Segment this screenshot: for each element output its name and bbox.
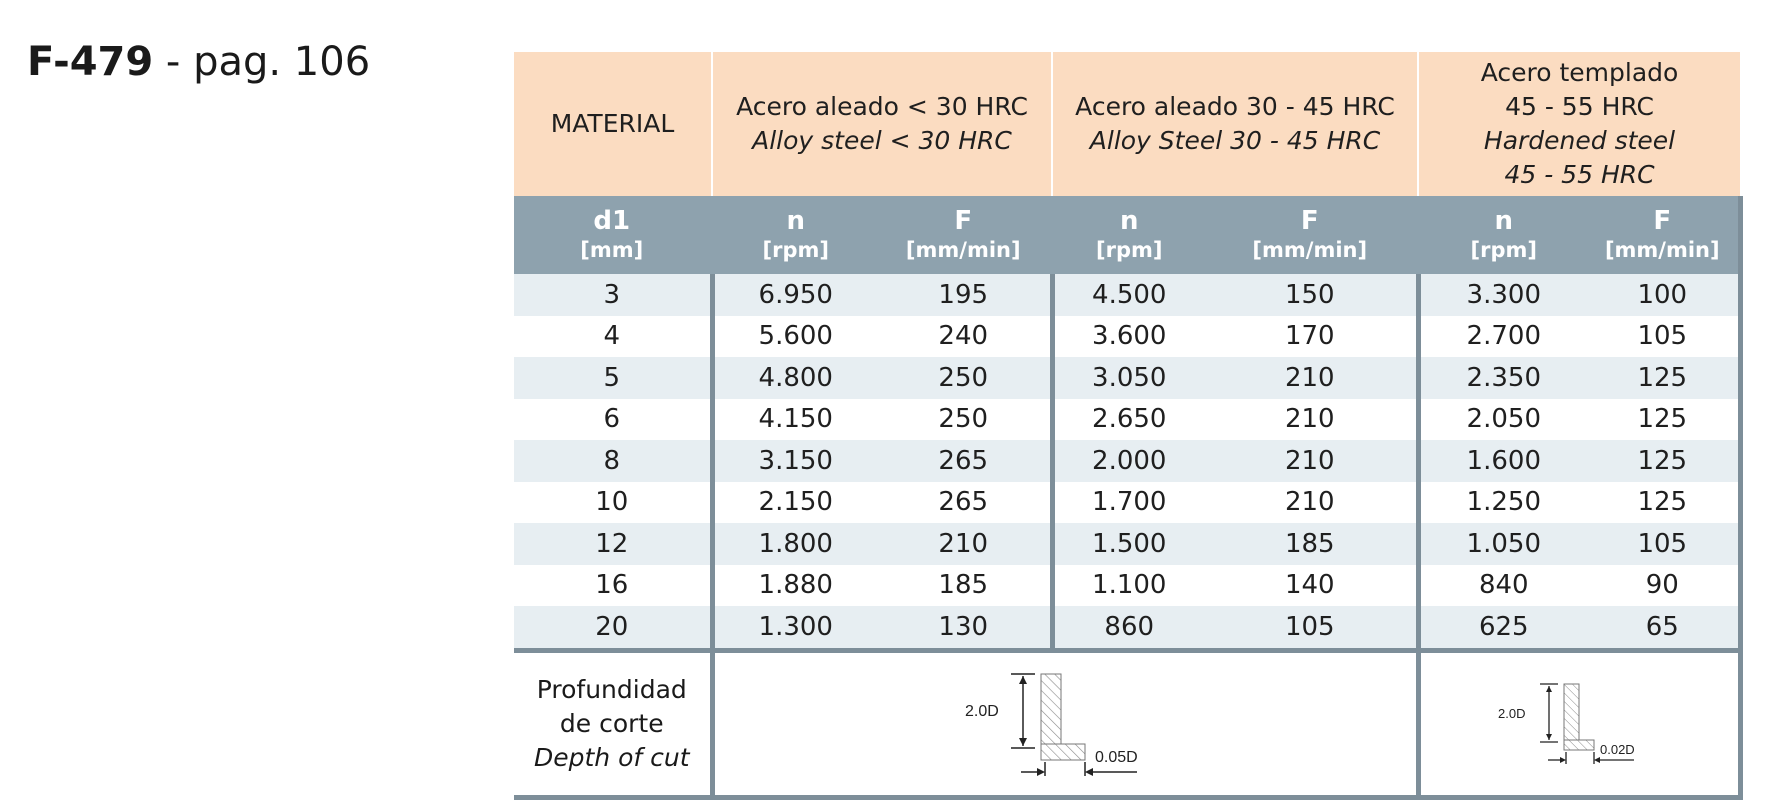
table-cell: 1.700	[1052, 482, 1204, 524]
table-cell: 170	[1204, 316, 1418, 358]
units-header-row	[514, 196, 1740, 274]
table-cell: 140	[1204, 565, 1418, 607]
depth-of-cut-label	[514, 650, 712, 797]
f-header-3-unit: [mm/min]	[1604, 238, 1720, 262]
material-group-3-es-1: Acero templado	[1480, 58, 1679, 87]
material-header-row	[514, 52, 1740, 196]
table-cell: 4.500	[1052, 274, 1204, 316]
n-header-1-unit: [rpm]	[762, 238, 829, 262]
table-cell: 12	[514, 523, 712, 565]
material-group-1-es: Acero aleado < 30 HRC	[736, 92, 1028, 121]
n-header-3-unit: [rpm]	[1470, 238, 1537, 262]
table-cell: 1.880	[712, 565, 877, 607]
product-code: F-479	[27, 39, 154, 85]
table-cell: 65	[1587, 606, 1740, 650]
table-cell: 3	[514, 274, 712, 316]
table-cell: 6.950	[712, 274, 877, 316]
table-cell: 8	[514, 440, 712, 482]
table-cell: 125	[1587, 440, 1740, 482]
table-cell: 1.800	[712, 523, 877, 565]
f-header-1-unit: [mm/min]	[905, 238, 1021, 262]
material-group-1	[712, 52, 1052, 196]
table-cell: 10	[514, 482, 712, 524]
material-group-3	[1418, 52, 1740, 196]
table-cell: 1.600	[1418, 440, 1587, 482]
table-cell: 4	[514, 316, 712, 358]
f-header-3	[1587, 196, 1740, 274]
table-cell: 1.250	[1418, 482, 1587, 524]
table-cell: 105	[1587, 316, 1740, 358]
table-cell: 2.700	[1418, 316, 1587, 358]
table-cell: 1.300	[712, 606, 877, 650]
table-cell: 185	[1204, 523, 1418, 565]
d1-header-unit: [mm]	[580, 238, 644, 262]
depth-diagram-cell-2	[1418, 650, 1740, 797]
table-cell: 3.050	[1052, 357, 1204, 399]
material-group-2-es: Acero aleado 30 - 45 HRC	[1075, 92, 1395, 121]
d1-header-label: d1	[593, 206, 631, 236]
table-row	[514, 482, 1740, 524]
material-group-2-en: Alloy Steel 30 - 45 HRC	[1089, 126, 1381, 155]
table-cell: 16	[514, 565, 712, 607]
n-header-3-label: n	[1494, 206, 1514, 236]
n-header-3	[1418, 196, 1587, 274]
table-cell: 125	[1587, 482, 1740, 524]
table-cell: 250	[877, 357, 1052, 399]
depth-of-cut-row	[514, 650, 1740, 797]
material-group-3-es-2: 45 - 55 HRC	[1505, 92, 1654, 121]
table-row	[514, 274, 1740, 316]
f-header-2-label: F	[1300, 206, 1319, 236]
table-cell: 240	[877, 316, 1052, 358]
table-cell: 105	[1204, 606, 1418, 650]
table-cell: 250	[877, 399, 1052, 441]
page-heading	[27, 39, 371, 85]
f-header-1	[877, 196, 1052, 274]
d1-header	[514, 196, 712, 274]
f-header-2	[1204, 196, 1418, 274]
n-header-1	[712, 196, 877, 274]
depth-label-es-2: de corte	[559, 708, 664, 738]
table-cell: 5.600	[712, 316, 877, 358]
table-row	[514, 316, 1740, 358]
table-cell: 125	[1587, 399, 1740, 441]
table-row	[514, 440, 1740, 482]
n-header-2-label: n	[1119, 206, 1139, 236]
table-cell: 4.800	[712, 357, 877, 399]
table-cell: 3.600	[1052, 316, 1204, 358]
f-header-1-label: F	[954, 206, 973, 236]
table-cell: 2.650	[1052, 399, 1204, 441]
table-cell: 4.150	[712, 399, 877, 441]
table-cell: 130	[877, 606, 1052, 650]
page-reference: - pag. 106	[153, 39, 371, 85]
table-cell: 1.100	[1052, 565, 1204, 607]
depth-diagram-cell-1	[712, 650, 1418, 797]
material-label: MATERIAL	[514, 52, 712, 196]
table-cell: 185	[877, 565, 1052, 607]
f-header-2-unit: [mm/min]	[1252, 238, 1368, 262]
material-group-3-en-2: 45 - 55 HRC	[1504, 160, 1655, 189]
table-cell: 210	[1204, 482, 1418, 524]
table-cell: 150	[1204, 274, 1418, 316]
material-group-2	[1052, 52, 1418, 196]
table-cell: 1.500	[1052, 523, 1204, 565]
table-cell: 210	[1204, 357, 1418, 399]
n-header-2	[1052, 196, 1204, 274]
table-cell: 625	[1418, 606, 1587, 650]
table-cell: 210	[1204, 440, 1418, 482]
diagram-2-horizontal-label: 0.02D	[1600, 741, 1635, 757]
table-cell: 2.050	[1418, 399, 1587, 441]
material-group-1-en: Alloy steel < 30 HRC	[752, 126, 1012, 155]
table-cell: 210	[1204, 399, 1418, 441]
n-header-1-label: n	[786, 206, 805, 236]
table-cell: 3.300	[1418, 274, 1587, 316]
table-row	[514, 565, 1740, 607]
table-cell: 210	[877, 523, 1052, 565]
table-cell: 2.150	[712, 482, 877, 524]
table-cell: 2.350	[1418, 357, 1587, 399]
table-cell: 125	[1587, 357, 1740, 399]
table-cell: 265	[877, 482, 1052, 524]
table-cell: 20	[514, 606, 712, 650]
table-cell: 5	[514, 357, 712, 399]
depth-label-es-1: Profundidad	[536, 674, 687, 704]
table-cell: 3.150	[712, 440, 877, 482]
table-row	[514, 399, 1740, 441]
table-row	[514, 606, 1740, 650]
depth-label-en: Depth of cut	[533, 742, 690, 772]
table-cell: 1.050	[1418, 523, 1587, 565]
table-cell: 90	[1587, 565, 1740, 607]
depth-of-cut-diagram-1	[955, 664, 1175, 784]
table-cell: 860	[1052, 606, 1204, 650]
table-cell: 840	[1418, 565, 1587, 607]
table-row	[514, 357, 1740, 399]
diagram-1-vertical-label: 2.0D	[965, 702, 999, 720]
cutting-data-table	[514, 52, 1743, 800]
table-cell: 195	[877, 274, 1052, 316]
table-row	[514, 523, 1740, 565]
table-cell: 105	[1587, 523, 1740, 565]
diagram-1-horizontal-label: 0.05D	[1095, 748, 1138, 766]
f-header-3-label: F	[1653, 206, 1672, 236]
table-cell: 2.000	[1052, 440, 1204, 482]
table-cell: 265	[877, 440, 1052, 482]
material-group-3-en-1: Hardened steel	[1483, 126, 1676, 155]
diagram-2-vertical-label: 2.0D	[1498, 705, 1526, 721]
depth-of-cut-diagram-2	[1494, 674, 1664, 774]
table-cell: 100	[1587, 274, 1740, 316]
n-header-2-unit: [rpm]	[1096, 238, 1163, 262]
table-cell: 6	[514, 399, 712, 441]
